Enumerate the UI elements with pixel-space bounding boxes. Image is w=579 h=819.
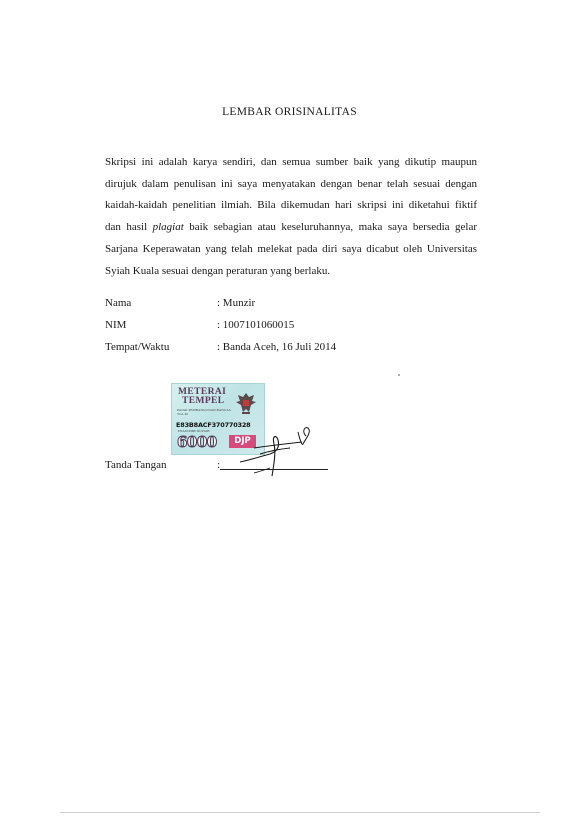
nim-value: : 1007101060015 [217, 319, 295, 331]
statement-text: baik sebagian atau keseluruhannya, maka saya bersedia gelar [183, 221, 477, 234]
document-title: LEMBAR ORISINALITAS [222, 106, 357, 118]
statement-line: Syiah Kuala sesuai dengan peraturan yang berlaku. [105, 264, 331, 277]
signature-line [220, 469, 328, 470]
statement-line: kaidah-kaidah penelitian ilmiah. Bila dikemudan hari skripsi ini diketahui fiktif [105, 199, 477, 212]
place-date-value: : Banda Aceh, 16 Juli 2014 [217, 341, 337, 353]
stamp-small-text-2: ENAM RIBU RUPIAH [178, 429, 210, 433]
signature-label: Tanda Tangan [105, 459, 167, 471]
stamp-badge: DJP [229, 435, 256, 448]
statement-text: dan hasil [105, 221, 153, 234]
place-date-label: Tempat/Waktu [105, 341, 170, 353]
stamp-small-text: PAJAK PEMBANGUNAN BANGSA TGL 20 [177, 408, 231, 416]
name-value: : Munzir [217, 297, 256, 309]
statement-line: Sarjana Keperawatan yang telah melekat pada diri saya dicabut oleh Universitas [105, 242, 477, 255]
signature-colon: : [217, 459, 221, 471]
stamp-value: 6000 [177, 433, 217, 451]
statement-line [105, 217, 477, 239]
garuda-emblem-icon [234, 390, 258, 416]
stamp-serial: E83B8ACF370770328 [176, 421, 251, 429]
paper-speck [398, 374, 400, 376]
statement-line: dirujuk dalam penulisan ini saya menyatakan dengan benar telah sesuai dengan [105, 177, 477, 190]
name-label: Nama [105, 297, 132, 309]
handwritten-signature [210, 418, 330, 480]
plagiat-word: plagiat [152, 221, 184, 234]
nim-label: NIM [105, 319, 127, 331]
stamp-title: METERAI [178, 387, 227, 397]
statement-line: Skripsi ini adalah karya sendiri, dan semua sumber baik yang dikutip maupun [105, 156, 477, 168]
page-bottom-edge [60, 812, 540, 813]
stamp-subtitle: TEMPEL [182, 396, 225, 406]
statement-paragraph [105, 152, 477, 282]
